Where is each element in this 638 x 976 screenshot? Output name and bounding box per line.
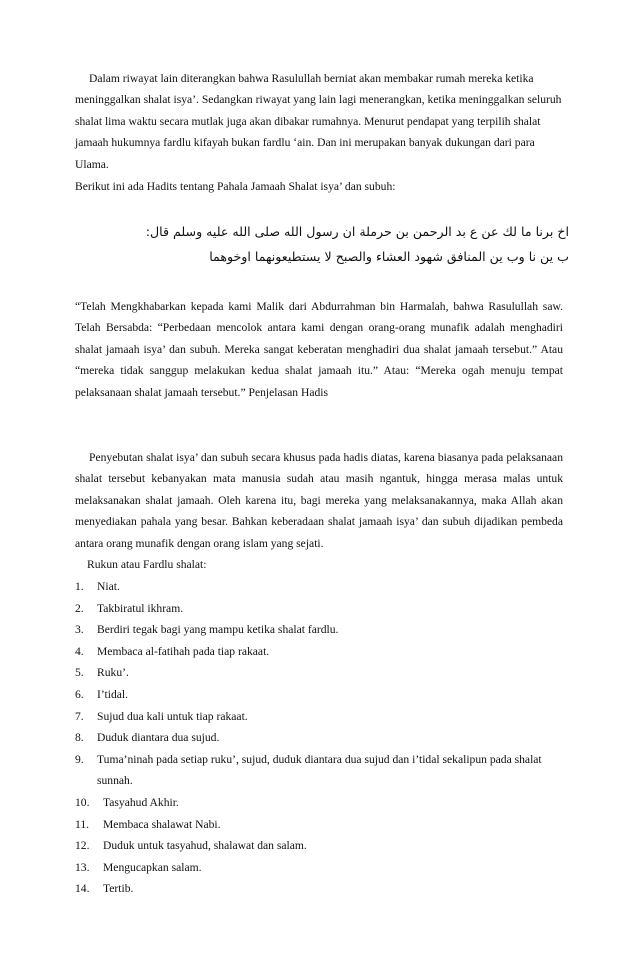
list-item	[75, 619, 563, 641]
list-item-number: 4.	[75, 644, 84, 658]
paragraph-penjelasan: Penyebutan shalat isya’ dan subuh secara khusus pada hadis diatas, karena biasanya pada pelaksanaan shalat tersebut kebanyakan mata manusia sudah atau masih ngantuk, hingga merasa malas untuk melaksanakan shalat jamaah. Oleh karena itu, bagi mereka yang melaksanakannya, maka Allah akan menyediakan pahala yang besar. Bahkan keberadaan shalat jamaah isya’ dan subuh dijadikan pembeda antara orang munafik dengan orang islam yang sejati.	[75, 451, 563, 550]
list-item-text: Ruku’.	[97, 666, 129, 680]
list-item-number: 9.	[75, 752, 84, 766]
list-item-text: Duduk diantara dua sujud.	[97, 731, 220, 745]
list-item-text: Mengucapkan salam.	[103, 860, 202, 874]
list-item-text: Membaca shalawat Nabi.	[103, 817, 221, 831]
list-item	[75, 684, 563, 706]
list-item	[75, 814, 563, 836]
list-item-text: Tasyahud Akhir.	[103, 795, 179, 809]
list-item-number: 6.	[75, 687, 84, 701]
list-item-number: 10.	[75, 795, 90, 809]
list-item-number: 1.	[75, 580, 84, 593]
list-item-number: 11.	[75, 817, 90, 831]
list-item-number: 14.	[75, 882, 90, 896]
list-item-number: 12.	[75, 839, 90, 853]
list-item-number: 2.	[75, 601, 84, 615]
list-item	[75, 749, 563, 792]
arabic-hadith-line-2: ب ين نا وب ين المنافق شهود العشاء والصبح لا يستطيعونهما اوخوهما	[209, 249, 569, 264]
paragraph-intro-hadits: Berikut ini ada Hadits tentang Pahala Jamaah Shalat isya’ dan subuh:	[75, 180, 396, 193]
list-item-text: Takbiratul ikhram.	[97, 601, 184, 615]
list-item	[75, 792, 563, 814]
list-item-text: Duduk untuk tasyahud, shalawat dan salam.	[103, 839, 307, 853]
paragraph-rukun-heading: Rukun atau Fardlu shalat:	[87, 558, 207, 571]
list-item-number: 7.	[75, 709, 84, 723]
list-item	[75, 662, 563, 684]
list-item-text: I’tidal.	[97, 687, 129, 701]
list-item-number: 3.	[75, 623, 84, 637]
list-item	[75, 878, 563, 900]
list-item	[75, 641, 563, 663]
rukun-list	[75, 576, 563, 900]
list-item-text: Membaca al-fatihah pada tiap rakaat.	[97, 644, 270, 658]
paragraph-riwayat: Dalam riwayat lain diterangkan bahwa Rasulullah berniat akan membakar rumah mereka ketika meninggalkan shalat isya’. Sedangkan riwayat yang lain lagi menerangkan, ketika meninggalkan seluruh shalat lima waktu secara mutlak juga akan dibakar rumahnya. Menurut pendapat yang terpilih shalat jamaah hukumnya fardlu kifayah bukan fardlu ‘ain. Dan ini merupakan banyak dukungan dari para Ulama.	[75, 72, 562, 171]
list-item-text: Niat.	[97, 580, 120, 593]
list-item	[75, 727, 563, 749]
list-item-number: 13.	[75, 860, 90, 874]
list-item	[75, 857, 563, 879]
list-item	[75, 598, 563, 620]
list-item-text: Sujud dua kali untuk tiap rakaat.	[97, 709, 248, 723]
arabic-hadith-line-1: اخ برنا ما لك عن ع بد الرحمن بن حرملة ان رسول الله صلى الله عليه وسلم قال:	[145, 224, 569, 239]
list-item-number: 8.	[75, 731, 84, 745]
list-item	[75, 576, 563, 598]
paragraph-hadith-translation: “Telah Mengkhabarkan kepada kami Malik dari Abdurrahman bin Harmalah, bahwa Rasulullah saw. Telah Bersabda: “Perbedaan mencolok antara kami dengan orang-orang munafik adalah menghadiri shalat jamaah isya’ dan subuh. Mereka sangat keberatan menghadiri dua shalat jamaah tersebut.” Atau “mereka tidak sanggup melakukan kedua shalat jamaah itu.” Atau: “Mereka ogah menuju tempat pelaksanaan shalat jamaah tersebut.” Penjelasan Hadis	[75, 300, 563, 399]
list-item	[75, 835, 563, 857]
list-item-text: Berdiri tegak bagi yang mampu ketika shalat fardlu.	[97, 623, 339, 637]
list-item	[75, 706, 563, 728]
list-item-text: Tuma’ninah pada setiap ruku’, sujud, duduk diantara dua sujud dan i’tidal sekalipun pada shalat sunnah.	[97, 752, 542, 788]
list-item-text: Tertib.	[103, 882, 134, 896]
list-item-number: 5.	[75, 666, 84, 680]
